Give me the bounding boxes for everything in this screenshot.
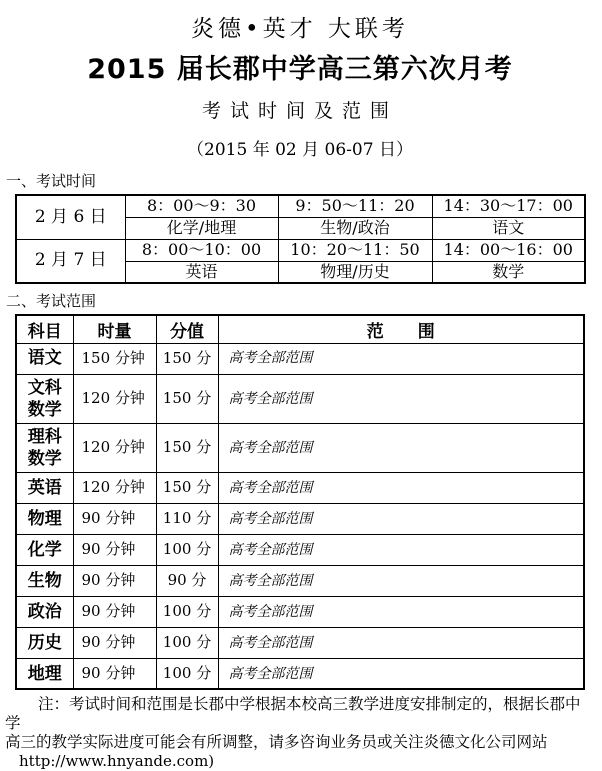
scope-duration: 90 分钟 [73,627,156,658]
footnote-line-1: 注：考试时间和范围是长郡中学根据本校高三教学进度安排制定的，根据长郡中学 [5,695,581,733]
exam-scope-table [15,314,585,690]
table-row [16,239,585,261]
scope-duration: 120 分钟 [73,423,156,472]
table-row [16,374,584,423]
scope-range: 高考全部范围 [218,534,584,565]
scope-subject: 政治 [16,596,73,627]
scope-subject: 理科数学 [16,423,73,472]
website-url: http://www.hnyande.com) [19,752,215,771]
brand-title: 炎德•英才 大联考 [191,16,409,42]
scope-score: 100 分 [156,658,218,689]
scope-subject: 地理 [16,658,73,689]
footnote-line-2: 高三的教学实际进度可能会有所调整，请多咨询业务员或关注炎德文化公司网站 [5,733,548,752]
scope-duration: 90 分钟 [73,503,156,534]
table-row [16,658,584,689]
table-row [16,596,584,627]
table-row [16,472,584,503]
scope-duration: 120 分钟 [73,472,156,503]
scope-duration: 150 分钟 [73,343,156,374]
section-exam-time-heading: 一、考试时间 [6,172,97,190]
scope-duration: 120 分钟 [73,374,156,423]
scope-range: 高考全部范围 [218,596,584,627]
scope-range: 高考全部范围 [218,472,584,503]
column-header-subject: 科目 [16,315,73,343]
table-header-row [16,315,584,343]
schedule-subject: 数学 [432,261,585,283]
table-row [16,627,584,658]
scope-subject: 物理 [16,503,73,534]
scope-duration: 90 分钟 [73,565,156,596]
scope-score: 110 分 [156,503,218,534]
scope-subject: 英语 [16,472,73,503]
scope-duration: 90 分钟 [73,658,156,689]
section-exam-scope-heading: 二、考试范围 [6,292,97,310]
scope-range: 高考全部范围 [218,565,584,596]
scope-range: 高考全部范围 [218,343,584,374]
scope-subject: 化学 [16,534,73,565]
schedule-time: 8：00～9：30 [125,195,278,217]
scope-range: 高考全部范围 [218,503,584,534]
schedule-time: 10：20～11：50 [278,239,432,261]
scope-range: 高考全部范围 [218,627,584,658]
exam-schedule-table [15,194,586,284]
schedule-time: 8：00～10：00 [125,239,278,261]
schedule-subject: 化学/地理 [125,217,278,239]
schedule-subject: 生物/政治 [278,217,432,239]
scope-subject: 生物 [16,565,73,596]
scope-duration: 90 分钟 [73,596,156,627]
scope-score: 100 分 [156,627,218,658]
scope-score: 100 分 [156,534,218,565]
scope-score: 90 分 [156,565,218,596]
document-subtitle: 考试时间及范围 [201,100,398,122]
scope-range: 高考全部范围 [218,423,584,472]
table-row [16,343,584,374]
scope-range: 高考全部范围 [218,374,584,423]
schedule-date: 2 月 7 日 [16,239,125,283]
scope-score: 150 分 [156,343,218,374]
exam-date-range: （2015 年 02 月 06-07 日） [187,140,413,160]
schedule-time: 14：00～16：00 [432,239,585,261]
scope-subject: 历史 [16,627,73,658]
exam-title: 2015 届长郡中学高三第六次月考 [87,54,513,85]
scope-subject: 语文 [16,343,73,374]
table-row [16,195,585,217]
schedule-subject: 语文 [432,217,585,239]
table-row [16,565,584,596]
table-row [16,423,584,472]
footnote [5,695,595,771]
table-row [16,534,584,565]
schedule-subject: 物理/历史 [278,261,432,283]
scope-duration: 90 分钟 [73,534,156,565]
column-header-score: 分值 [156,315,218,343]
scope-score: 150 分 [156,423,218,472]
scope-score: 150 分 [156,472,218,503]
scope-range: 高考全部范围 [218,658,584,689]
scope-subject: 文科数学 [16,374,73,423]
scope-score: 100 分 [156,596,218,627]
schedule-date: 2 月 6 日 [16,195,125,239]
column-header-range: 范 围 [218,315,584,343]
table-row [16,503,584,534]
schedule-time: 9：50～11：20 [278,195,432,217]
schedule-subject: 英语 [125,261,278,283]
column-header-duration: 时量 [73,315,156,343]
schedule-time: 14：30～17：00 [432,195,585,217]
scope-score: 150 分 [156,374,218,423]
